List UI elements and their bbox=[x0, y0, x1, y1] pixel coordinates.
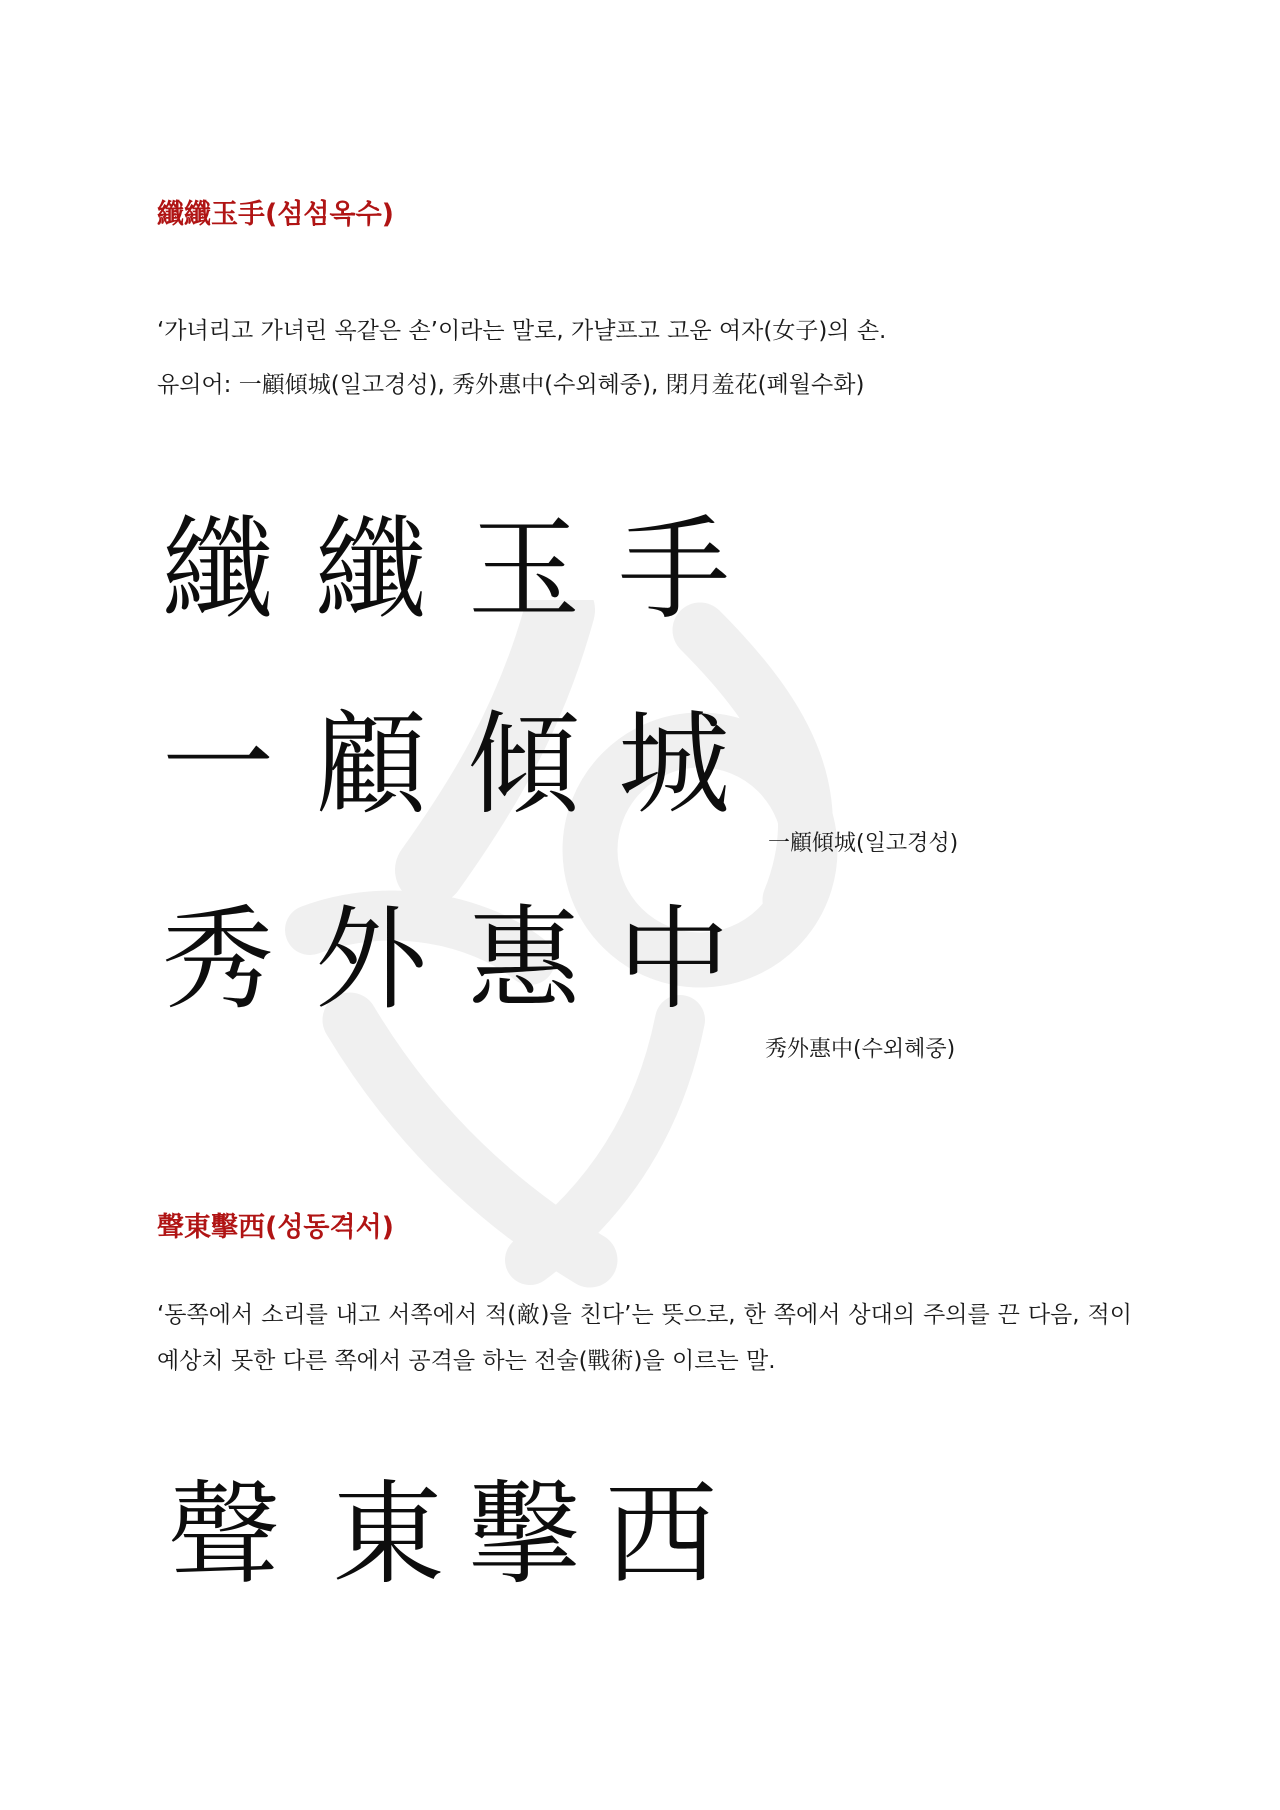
seal-glyph: 顧 bbox=[315, 700, 427, 830]
glyph-caption: 一顧傾城(일고경성) bbox=[768, 831, 959, 856]
seal-glyph: 城 bbox=[618, 700, 730, 830]
seal-glyph: 西 bbox=[605, 1470, 717, 1600]
seal-glyph: 聲 bbox=[168, 1470, 280, 1600]
definition-text: ‘가녀리고 가녀린 옥같은 손’이라는 말로, 가냘프고 고운 여자(女子)의 손. bbox=[157, 318, 887, 344]
seal-glyph: 纖 bbox=[162, 505, 274, 635]
definition-text: ‘동쪽에서 소리를 내고 서쪽에서 적(敵)을 친다’는 뜻으로, 한 쪽에서 상대의 주의를 끈 다음, 적이 예상치 못한 다른 쪽에서 공격을 하는 전술(戰術)을 이르는 말. bbox=[157, 1302, 1132, 1374]
seal-glyph: 中 bbox=[618, 895, 730, 1025]
seal-glyph: 東 bbox=[332, 1470, 444, 1600]
seal-glyph: 秀 bbox=[162, 895, 274, 1025]
section-title-seongdong-gyeokseo: 聲東擊西(성동격서) bbox=[157, 1212, 395, 1243]
seal-glyph: 玉 bbox=[468, 505, 580, 635]
seal-glyph: 一 bbox=[162, 700, 274, 830]
seal-glyph: 纖 bbox=[315, 505, 427, 635]
seal-glyph: 惠 bbox=[468, 895, 580, 1025]
seal-glyph: 擊 bbox=[468, 1470, 580, 1600]
synonyms-text: 유의어: 一顧傾城(일고경성), 秀外惠中(수외혜중), 閉月羞花(폐월수화) bbox=[157, 372, 865, 398]
glyph-caption: 秀外惠中(수외혜중) bbox=[765, 1037, 956, 1062]
section-title-seomseom-oksu: 纖纖玉手(섬섬옥수) bbox=[157, 199, 395, 230]
seal-glyph: 外 bbox=[315, 895, 427, 1025]
seal-glyph: 手 bbox=[618, 505, 730, 635]
seal-glyph: 傾 bbox=[468, 700, 580, 830]
